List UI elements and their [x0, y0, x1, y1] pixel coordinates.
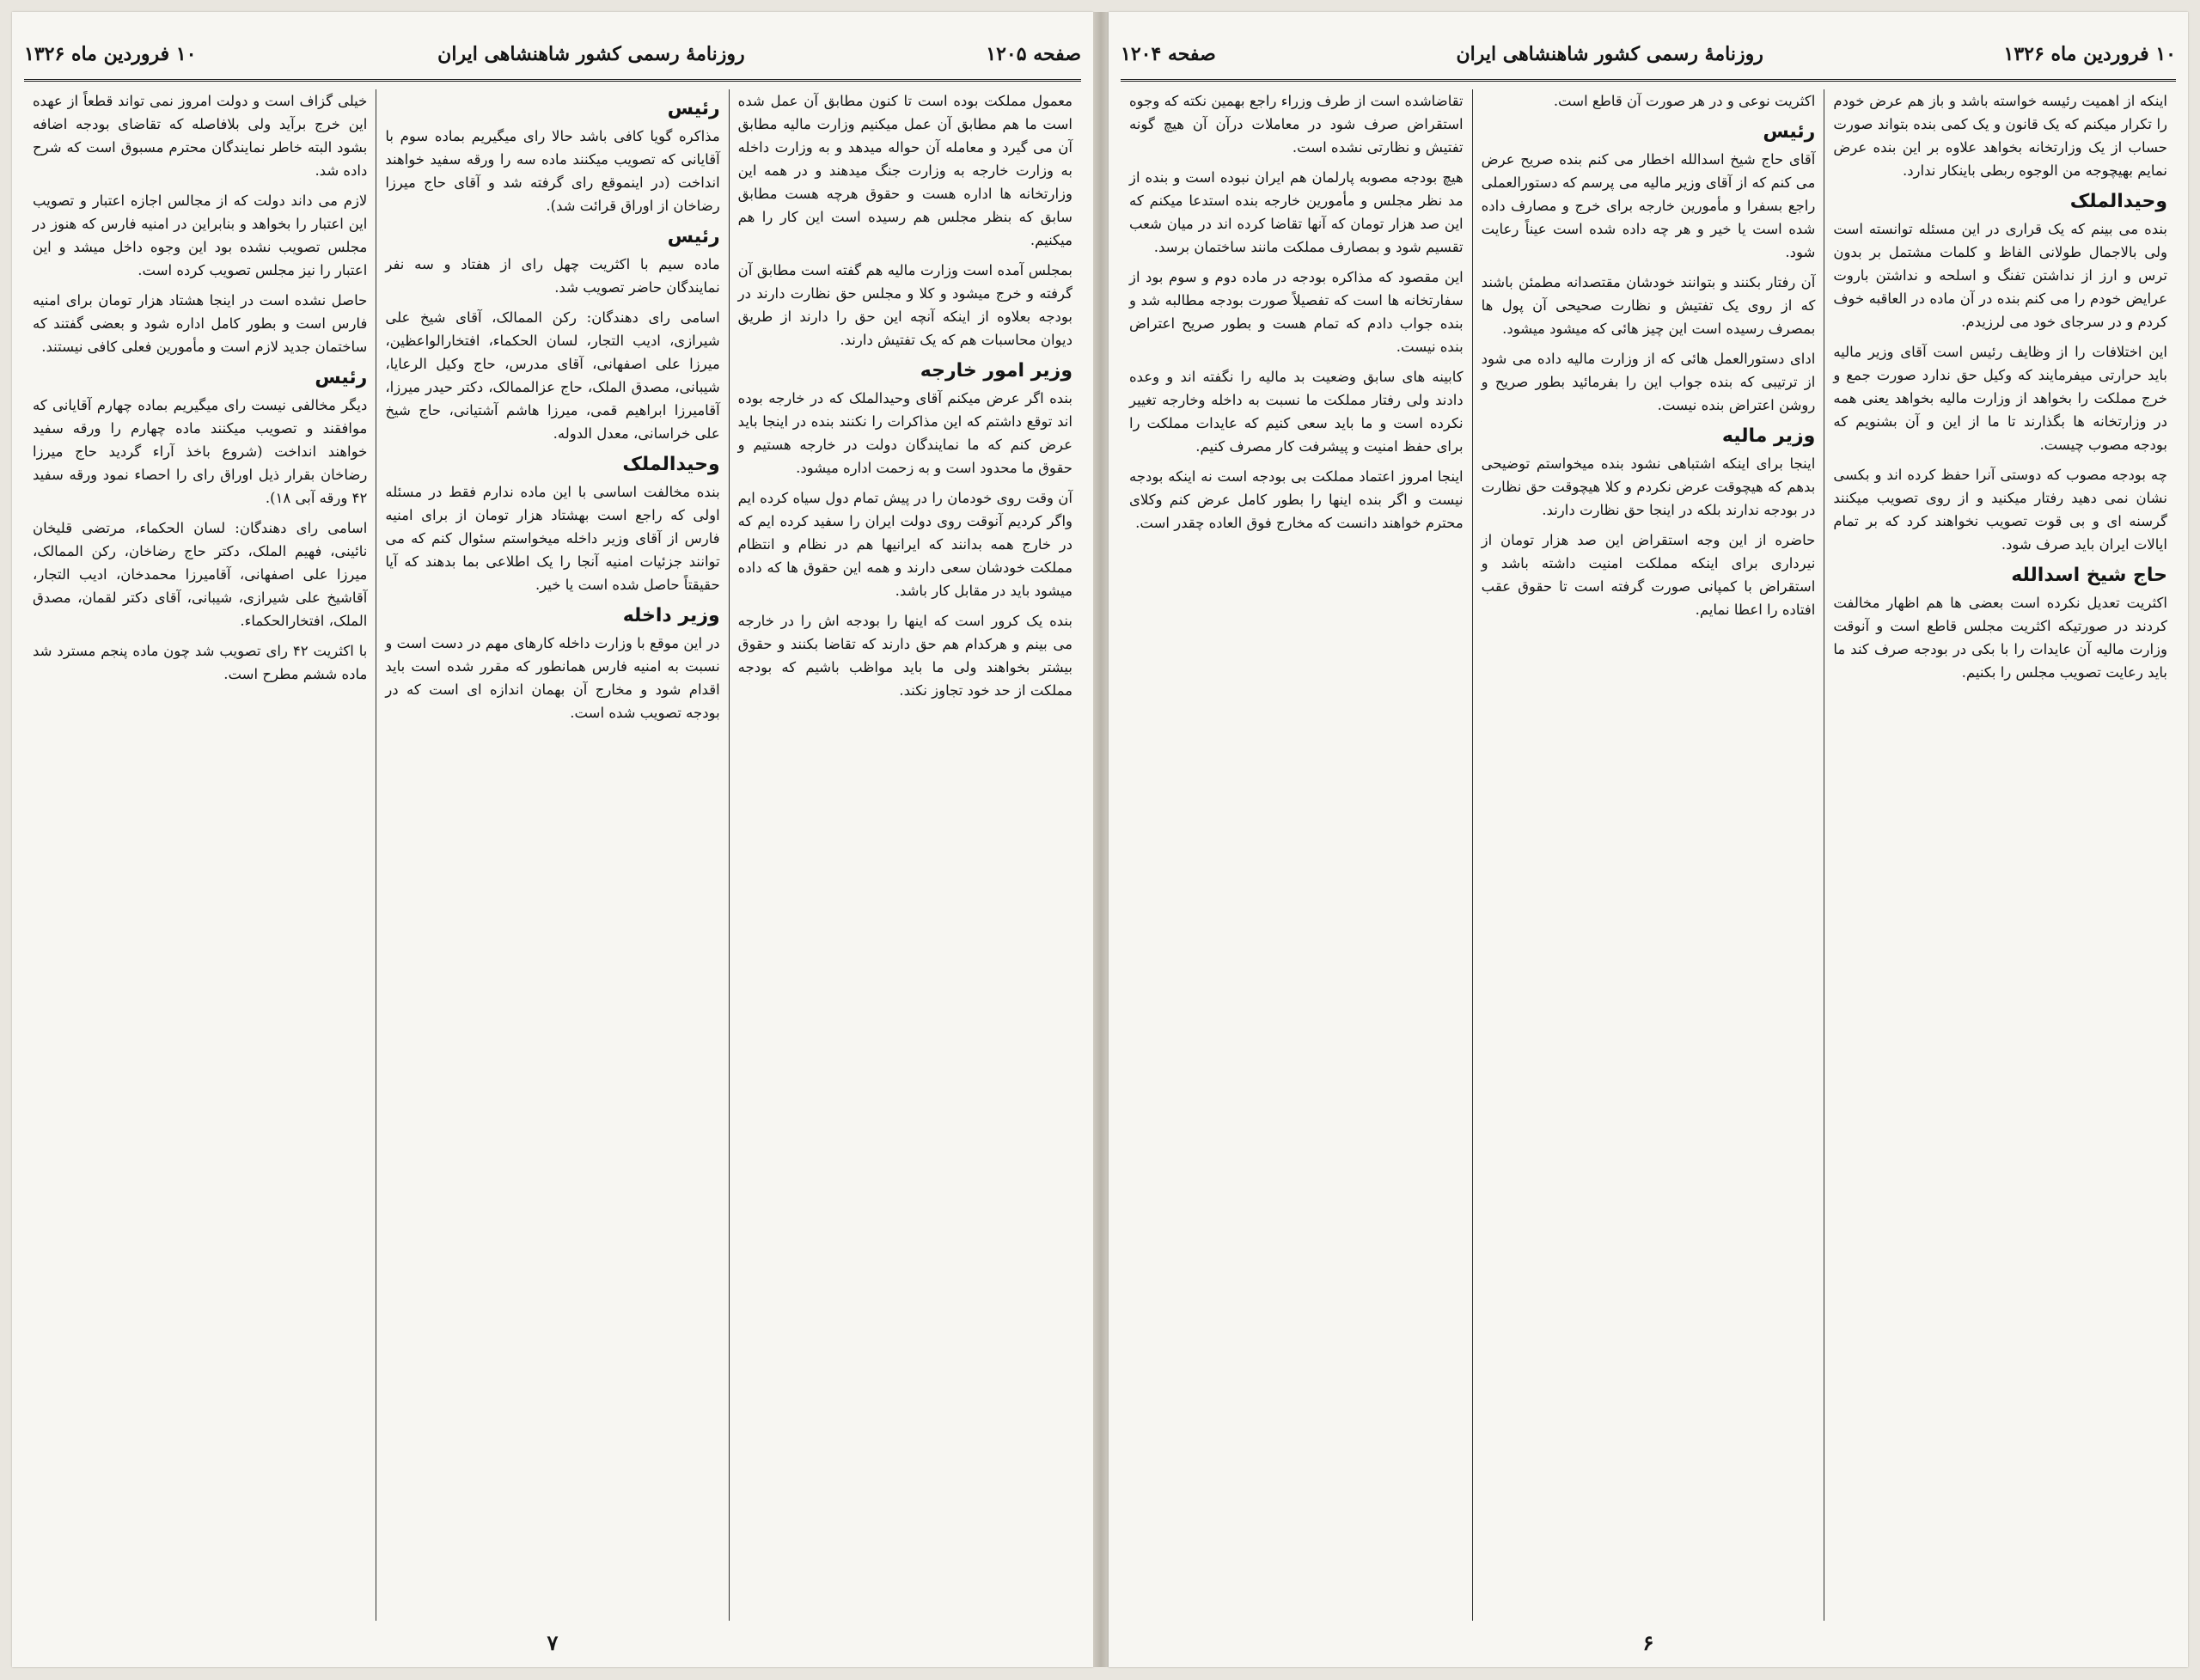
paragraph: ماده سیم با اکثریت چهل رای از هفتاد و سه نفر نمایندگان حاضر تصویب شد. — [385, 256, 720, 296]
text-column — [24, 89, 376, 1621]
text-column — [376, 89, 728, 1621]
paragraph: بنده یک کرور است که اینها را بودجه اش را در خارجه می بینم و هرکدام هم حق دارند که تقاضا بکنند و حقوق بیشتر بخواهند ولی ما باید مواظب باشیم که بودجه مملکت از حد خود تجاوز نکند. — [737, 613, 1072, 699]
paragraph: کابینه های سابق وضعیت بد مالیه را نگفته اند و وعده دادند ولی رفتار مملکت ما نسبت به داخله وخارجه تغییر نکرده است و ما باید سعی کنیم که عایدات مملکت را برای حفظ امنیت و پیشرفت کار مصرف کنیم. — [1128, 369, 1464, 455]
speaker-heading: وحیدالملک — [622, 454, 720, 475]
paragraph: لازم می داند دولت که از مجالس اجازه اعتبار و تصویب این اعتبار را بخواهد و بنابراین در امنیه فارس که هنوز در مجلس تصویب نشده بود این وجوه داخل میشد و این اعتبار را نیز مجلس تصویب کرده است. — [33, 192, 368, 278]
paragraph: اینجا امروز اعتماد مملکت بی بودجه است نه اینکه بودجه نیست و اگر بنده اینها را بطور کامل عرض کنم وکلای محترم خواهند دانست که مخارج فوق العاده چقدر است. — [1128, 468, 1464, 531]
speaker-heading: حاج شیخ اسدالله — [2011, 565, 2167, 586]
paragraph: حاضره از این وجه استقراض این صد هزار تومان از نیرداری برای اینکه مملکت امنیت داشته باشد و استقراض با کمپانی صورت گرفته است تا حقوق عقب افتاده را اعطا نمایم. — [1481, 532, 1816, 618]
header-paper-title: روزنامهٔ رسمی کشور شاهنشاهی ایران — [437, 43, 745, 65]
paragraph: مذاکره گویا کافی باشد حالا رای میگیریم بماده سوم با آقایانی که تصویب میکنند ماده سه را ورقه سفید خواهند انداخت (در اینموقع رای گرفته شد و آقای حاج میرزا رضاخان از اوراق قرائت شد). — [385, 128, 720, 214]
page-number: ۶ — [1642, 1630, 1654, 1655]
paragraph: اسامی رای دهندگان: لسان الحکماء، مرتضی قلیخان نائینی، فهیم الملک، دکتر حاج رضاخان، رکن الممالک، میرزا علی اصفهانی، آقامیرزا محمدخان، ادیب التجار، آقاشیخ علی شیرازی، شیبانی، آقای دکتر لقمان، مصدق الملک، افتخارالحکماء. — [33, 520, 368, 629]
page-header — [24, 29, 1081, 82]
speaker-heading: رئیس — [667, 226, 720, 247]
paragraph: در این موقع با وزارت داخله کارهای مهم در دست است و نسبت به امنیه فارس همانطور که مقرر شده است باید اقدام شود و مخارج آن بهمان اندازه ای است که در بودجه تصویب شده است. — [385, 635, 720, 721]
paragraph: با اکثریت ۴۲ رای تصویب شد چون ماده پنجم مسترد شد ماده ششم مطرح است. — [33, 643, 368, 682]
paragraph: چه بودجه مصوب که دوستی آنرا حفظ کرده اند و بکسی نشان نمی دهید رفتار میکنید و از روی تصویب میکنند گرسنه ای و بی قوت تصویب نخواهند کرد که بر تمام ایالات ایران باید صرف شود. — [1833, 467, 2167, 553]
paragraph: حاصل نشده است در اینجا هشتاد هزار تومان برای امنیه فارس است و بطور کامل اداره شود و بعضی گفتند که ساختمان جدید لازم است و مأمورین فعلی کافی نیستند. — [33, 292, 368, 355]
paragraph: معمول مملکت بوده است تا کنون مطابق آن عمل شده است ما هم مطابق آن عمل میکنیم وزارت مالیه مطابق آن می گیرد و معامله آن حواله میدهد و به وزارت داخله به وزارت خارجه به وزارت جنگ میدهند و در همه این وزارتخانه ها اداره هست و حقوق هرچه هست مطابق سابق که بنظر مجلس هم رسیده است این کار را هم میکنیم. — [737, 93, 1072, 248]
text-column — [1472, 89, 1824, 1621]
paragraph: این مقصود که مذاکره بودجه در ماده دوم و سوم بود از سفارتخانه ها است که تفصیلاً صورت بودجه مطالبه شد و بنده جواب دادم که تمام هست و بطور صریح اعتراض بنده نیست. — [1128, 269, 1464, 355]
paragraph: این اختلافات را از وظایف رئیس است آقای وزیر مالیه باید حرارتی میفرمایند که وکیل حق ندارد صورت جمع و خرج مملکت را بخواهد از وزارت مالیه بخواهد یعنی همه در وزارتخانه ها بگذارند تا ما از این و آن بشنویم که بودجه مصوب چیست. — [1833, 344, 2167, 453]
speaker-heading: رئیس — [1763, 121, 1816, 143]
right-page — [1109, 12, 2188, 1667]
page-number: ۷ — [547, 1630, 559, 1655]
speaker-heading: رئیس — [667, 98, 720, 119]
header-page-label: صفحه ۱۲۰۴ — [1121, 43, 1216, 65]
paragraph: اکثریت تعدیل نکرده است بعضی ها هم اظهار مخالفت کردند در صورتیکه اکثریت مجلس قاطع است و آنوقت وزارت مالیه آن عایدات را با بکی در بودجه صرف کند ما باید رعایت تصویب مجلس را بکنیم. — [1833, 595, 2167, 681]
speaker-heading: وزیر مالیه — [1721, 425, 1816, 447]
paragraph: هیچ بودجه مصوبه پارلمان هم ایران نبوده است و بنده از مد نظر مجلس و مأمورین خارجه بنده استدعا میکنم که این صد هزار تومان که آنها تقاضا کرده اند در میان شعب تقسیم شود و بمصارف مملکت مانند ساختمان برسد. — [1128, 169, 1464, 255]
header-date: ۱۰ فروردین ماه ۱۳۲۶ — [24, 43, 197, 65]
text-column — [729, 89, 1081, 1621]
columns — [1121, 89, 2176, 1621]
speaker-heading: وزیر امور خارجه — [920, 360, 1072, 382]
text-column — [1824, 89, 2176, 1621]
header-page-label: صفحه ۱۲۰۵ — [986, 43, 1081, 65]
speaker-heading: رئیس — [315, 367, 368, 388]
paragraph: دیگر مخالفی نیست رای میگیریم بماده چهارم آقایانی که موافقند و تصویب میکنند ماده چهارم را ورقه سفید خواهند انداخت (شروع باخذ آراء گردید حاج میرزا رضاخان بقرار ذیل اوراق رای را احصاء نمود ورقه سفید ۴۲ ورقه آبی ۱۸). — [33, 397, 368, 506]
paragraph: اسامی رای دهندگان: رکن الممالک، آقای شیخ علی شیرازی، ادیب التجار، لسان الحکماء، افتخارالواعظین، میرزا علی اصفهانی، آقای مدرس، حاج وکیل الرعایا، شیبانی، مصدق الملک، حاج عزالممالک، دکتر حیدر میرزا، آقامیرزا ابراهیم قمی، میرزا هاشم آشتیانی، حاج شیخ علی خراسانی، معدل الدوله. — [385, 309, 720, 442]
paragraph: اکثریت نوعی و در هر صورت آن قاطع است. — [1553, 93, 1816, 109]
paragraph: بنده می بینم که یک قراری در این مسئله توانسته است ولی بالاجمال طولانی الفاظ و کلمات مشتمل بر بدون ترس و ارز از نداشتن تفنگ و اسلحه و نداشتن باروت عرایض خودم را می کنم بنده در آن ماده در العاقبه خوف کردم و در سرجای خود می لرزیدم. — [1833, 221, 2167, 330]
speaker-heading: وزیر داخله — [622, 605, 720, 626]
speaker-heading: وحیدالملک — [2069, 191, 2167, 212]
left-page — [12, 12, 1093, 1667]
paragraph: بمجلس آمده است وزارت مالیه هم گفته است مطابق آن گرفته و خرج میشود و کلا و مجلس حق نظارت دارند در بودجه بعلاوه از اینکه آنچه این حق را دارند از طریق دیوان محاسبات هم که یک تفتیش دارند. — [737, 262, 1072, 348]
paragraph: آن رفتار بکنند و بتوانند خودشان مقتصدانه مطمئن باشند که از روی یک تفتیش و نظارت صحیحی آن پول ها بمصرف رسیده است این چیز هائی که میشود میشود. — [1481, 274, 1816, 337]
paragraph: اینکه از اهمیت رئیسه خواسته باشد و باز هم عرض خودم را تکرار میکنم که یک قانون و یک کمی بنده بتواند صورت حساب از یک وزارتخانه بخواهد علاوه بر این بنده عرض نمایم بهیچوجه من الوجوه ربطی باینکار ندارد. — [1833, 93, 2167, 179]
paragraph: بنده اگر عرض میکنم آقای وحیدالملک که در خارجه بوده اند توقع داشتم که این مذاکرات را نکنند بنده در اینجا باید عرض کنم که ما نمایندگان دولت در خارجه هستیم و حقوق ما محدود است و به زحمت اداره میشود. — [737, 390, 1072, 476]
paragraph: ادای دستورالعمل هائی که از وزارت مالیه داده می شود از ترتیبی که بنده جواب این را بفرمائید بطور صریح و روشن اعتراض بنده نیست. — [1481, 351, 1816, 413]
columns — [24, 89, 1081, 1621]
paragraph: خیلی گزاف است و دولت امروز نمی تواند قطعاً از عهده این خرج برآید ولی بلافاصله که تقاضای بودجه اضافه بشود البته خاطر نمایندگان محترم مسبوق است که شرح داده شد. — [33, 93, 368, 179]
paragraph: بنده مخالفت اساسی با این ماده ندارم فقط در مسئله اولی که راجع است بهشتاد هزار تومان از برای امنیه فارس از آقای وزیر داخله میخواستم سئوال کنم که می توانند جزئیات امنیه آنجا را یک اطلاعی بما بدهند که آیا حقیقتاً حاصل شده است یا خیر. — [385, 484, 720, 593]
paragraph: آن وقت روی خودمان را در پیش تمام دول سیاه کرده ایم واگر کردیم آنوقت روی دولت ایران را سفید کرده ایم که در خارج همه بدانند که ایرانیها هم در نظام و انتظام مملکت خودشان سعی دارند و همه این حقوق ها که داده میشود باید در مقابل کار باشد. — [737, 490, 1072, 599]
header-paper-title: روزنامهٔ رسمی کشور شاهنشاهی ایران — [1456, 43, 1763, 65]
paragraph: آقای حاج شیخ اسدالله اخطار می کنم بنده صریح عرض می کنم که از آقای وزیر مالیه می پرسم که دستورالعملی راجع بسفرا و مأمورین خارجه برای خرج و مصارف داده شده است یا خیر و هر چه داده شده است عیناً رعایت شود. — [1481, 151, 1816, 260]
paragraph: اینجا برای اینکه اشتباهی نشود بنده میخواستم توضیحی بدهم که هیچوقت عرض نکردم و کلا هیچوقت حق نظارت در بودجه ندارند بلکه در اینجا حق نظارت دارند. — [1481, 455, 1816, 518]
header-date: ۱۰ فروردین ماه ۱۳۲۶ — [2003, 43, 2176, 65]
paragraph: تقاضاشده است از طرف وزراء راجع بهمین نکته که وجوه استقراض صرف شود در معاملات درآن آن هیچ گونه تفتیش و نظارتی نشده است. — [1128, 93, 1464, 156]
text-column — [1121, 89, 1472, 1621]
page-header — [1121, 29, 2176, 82]
page-gutter — [1093, 12, 1109, 1667]
